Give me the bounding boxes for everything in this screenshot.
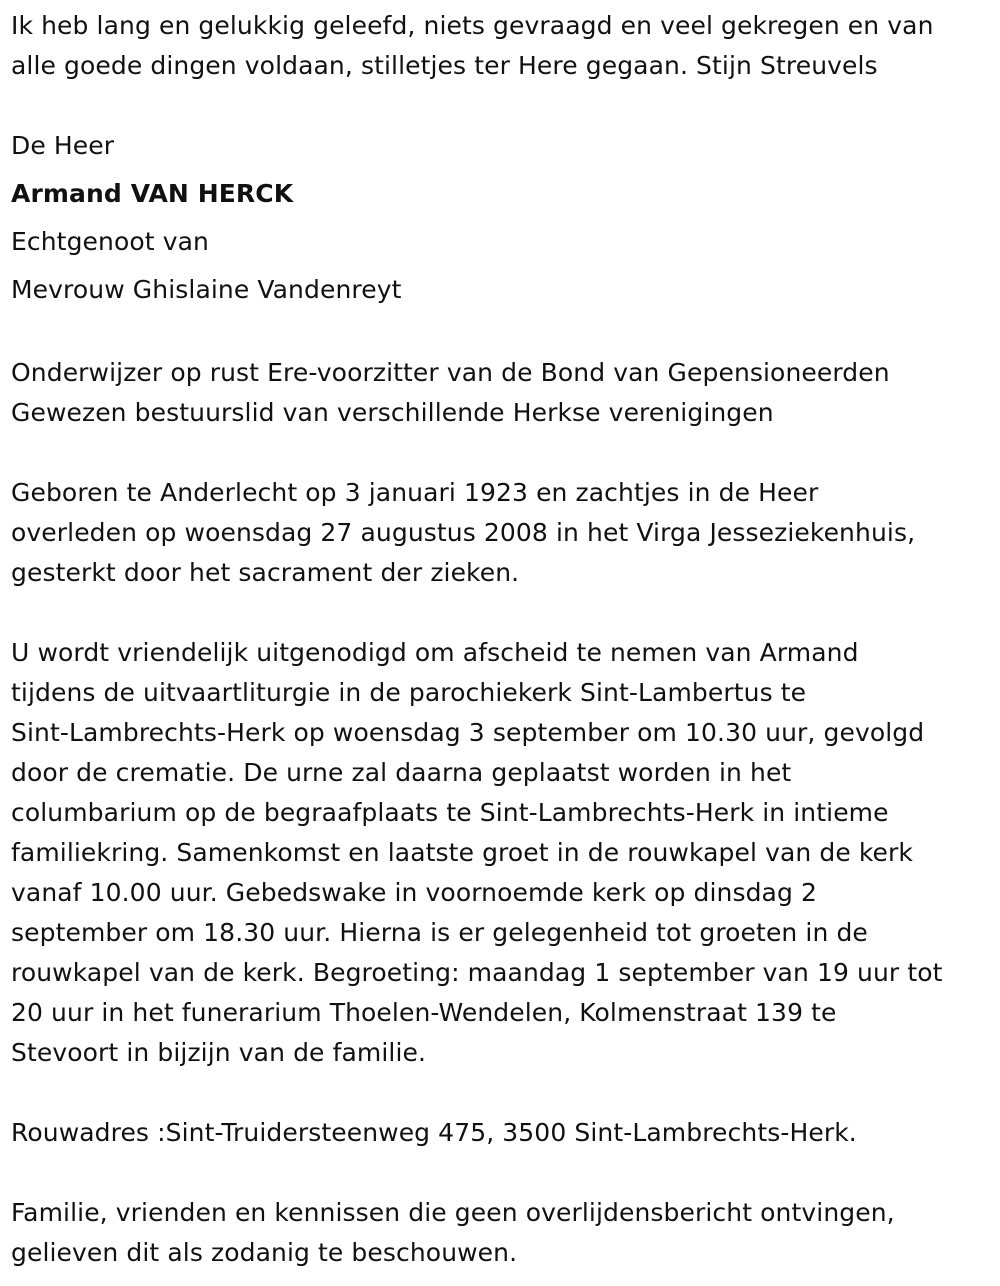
spouse-name: Mevrouw Ghislaine Vandenreyt bbox=[11, 275, 402, 304]
spacer bbox=[11, 86, 996, 126]
invitation-line: september om 18.30 uur. Hierna is er gelegenheid tot groeten in de bbox=[11, 918, 868, 947]
address-block bbox=[11, 1113, 996, 1153]
spacer bbox=[11, 593, 996, 633]
birth-death-line: overleden op woensdag 27 augustus 2008 in het Virga Jesseziekenhuis, bbox=[11, 518, 916, 547]
invitation-line: vanaf 10.00 uur. Gebedswake in voornoemde kerk op dinsdag 2 bbox=[11, 878, 817, 907]
mourning-address: Rouwadres :Sint-Truidersteenweg 475, 3500 Sint-Lambrechts-Herk. bbox=[11, 1118, 857, 1147]
closing-block bbox=[11, 1193, 996, 1273]
closing-line: Familie, vrienden en kennissen die geen overlijdensbericht ontvingen, bbox=[11, 1198, 895, 1227]
spacer bbox=[11, 433, 996, 473]
invitation-line: familiekring. Samenkomst en laatste groet in de rouwkapel van de kerk bbox=[11, 838, 913, 867]
invitation-line: columbarium op de begraafplaats te Sint-Lambrechts-Herk in intieme bbox=[11, 798, 889, 827]
spacer bbox=[11, 1153, 996, 1193]
invitation-line: rouwkapel van de kerk. Begroeting: maandag 1 september van 19 uur tot bbox=[11, 958, 943, 987]
spacer bbox=[11, 314, 996, 353]
spacer bbox=[11, 1073, 996, 1113]
functions-line: Gewezen bestuurslid van verschillende Herkse verenigingen bbox=[11, 398, 774, 427]
spouse-label: Echtgenoot van bbox=[11, 227, 209, 256]
quote-line: Ik heb lang en gelukkig geleefd, niets gevraagd en veel gekregen en van bbox=[11, 11, 934, 40]
quote-line: alle goede dingen voldaan, stilletjes ter Here gegaan. Stijn Streuvels bbox=[11, 51, 878, 80]
quote-block bbox=[11, 6, 996, 86]
birth-death-block bbox=[11, 473, 996, 593]
closing-line: gelieven dit als zodanig te beschouwen. bbox=[11, 1238, 518, 1267]
invitation-line: door de crematie. De urne zal daarna geplaatst worden in het bbox=[11, 758, 792, 787]
birth-death-line: Geboren te Anderlecht op 3 januari 1923 en zachtjes in de Heer bbox=[11, 478, 819, 507]
invitation-line: Stevoort in bijzijn van de familie. bbox=[11, 1038, 427, 1067]
obituary-document bbox=[11, 6, 996, 1273]
deceased-name: Armand VAN HERCK bbox=[11, 179, 294, 208]
functions-block bbox=[11, 353, 996, 433]
invitation-line: tijdens de uitvaartliturgie in de parochiekerk Sint-Lambertus te bbox=[11, 678, 807, 707]
invitation-block bbox=[11, 633, 996, 1073]
invitation-line: U wordt vriendelijk uitgenodigd om afscheid te nemen van Armand bbox=[11, 638, 859, 667]
deceased-block bbox=[11, 126, 996, 314]
functions-line: Onderwijzer op rust Ere-voorzitter van de Bond van Gepensioneerden bbox=[11, 358, 890, 387]
invitation-line: Sint-Lambrechts-Herk op woensdag 3 september om 10.30 uur, gevolgd bbox=[11, 718, 925, 747]
birth-death-line: gesterkt door het sacrament der zieken. bbox=[11, 558, 520, 587]
invitation-line: 20 uur in het funerarium Thoelen-Wendelen, Kolmenstraat 139 te bbox=[11, 998, 837, 1027]
deceased-title: De Heer bbox=[11, 131, 115, 160]
